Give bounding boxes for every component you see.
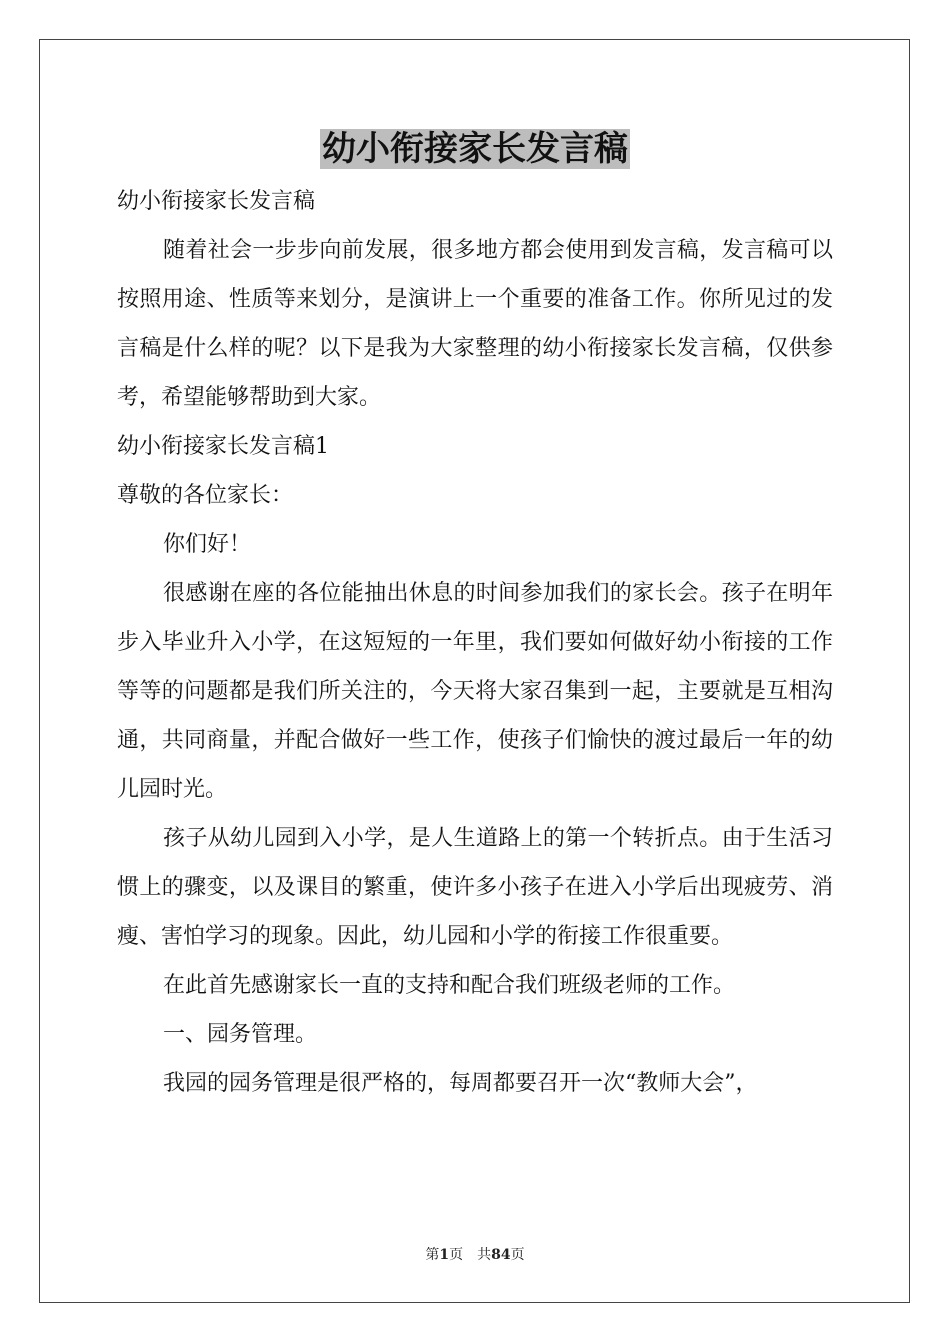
body-paragraph: 我园的园务管理是很严格的，每周都要召开一次“教师大会”，: [163, 1071, 758, 1096]
document-title: [0, 124, 950, 174]
page-footer: [0, 1245, 950, 1265]
page-prefix: 第: [425, 1247, 440, 1263]
page-suffix: 页: [449, 1247, 464, 1263]
body-paragraph: 很感谢在座的各位能抽出休息的时间参加我们的家长会。孩子在明年步入毕业升入小学，在这短短的一年里，我们要如何做好幼小衔接的工作等等的问题都是我们所关注的，今天将大家召集到一起，主要就是互相沟通，共同商量，并配合做好一些工作，使孩子们愉快的渡过最后一年的幼儿园时光。: [117, 581, 833, 802]
total-suffix: 页: [510, 1247, 525, 1263]
intro-paragraph: 随着社会一步步向前发展，很多地方都会使用到发言稿，发言稿可以按照用途、性质等来划分，是演讲上一个重要的准备工作。你所见过的发言稿是什么样的呢？以下是我为大家整理的幼小衔接家长发言稿，仅供参考，希望能够帮助到大家。: [117, 238, 833, 410]
list-heading: 一、园务管理。: [163, 1022, 318, 1047]
greeting: 你们好！: [163, 532, 252, 557]
subtitle-paragraph: 幼小衔接家长发言稿: [117, 189, 316, 214]
total-prefix: 共: [477, 1247, 492, 1263]
total-pages: 84: [491, 1247, 511, 1263]
salutation: 尊敬的各位家长：: [117, 483, 294, 508]
document-body: [117, 177, 833, 1108]
document-title-text: 幼小衔接家长发言稿: [322, 129, 628, 169]
body-paragraph: 孩子从幼儿园到入小学，是人生道路上的第一个转折点。由于生活习惯上的骤变，以及课目的繁重，使许多小孩子在进入小学后出现疲劳、消瘦、害怕学习的现象。因此，幼儿园和小学的衔接工作很重要。: [117, 826, 833, 949]
section-heading: 幼小衔接家长发言稿1: [117, 434, 329, 459]
page-number: 1: [439, 1247, 450, 1263]
body-paragraph: 在此首先感谢家长一直的支持和配合我们班级老师的工作。: [163, 973, 736, 998]
